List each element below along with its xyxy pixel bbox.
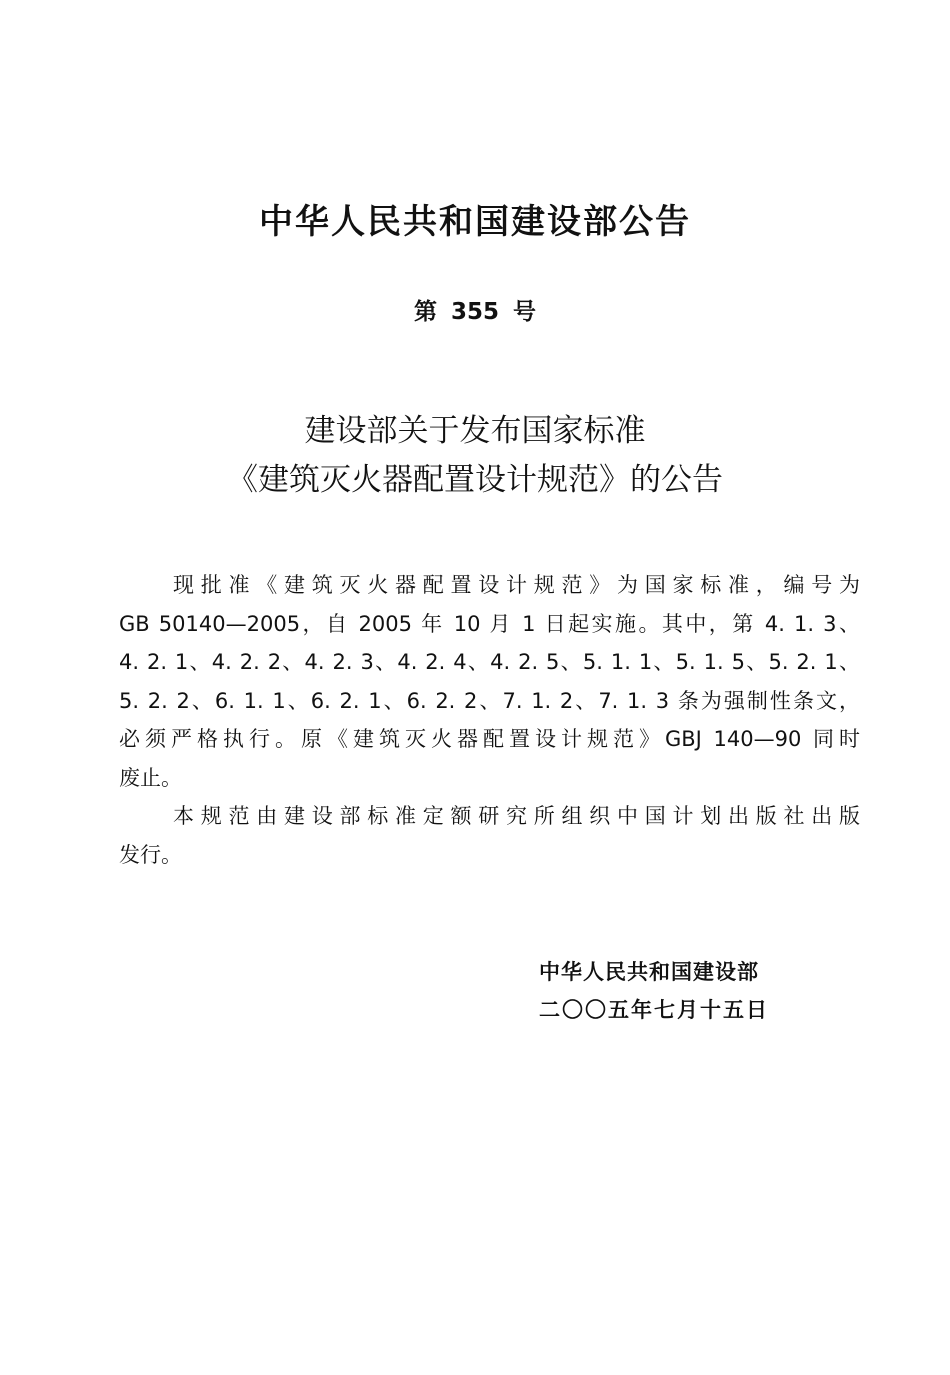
announcement-subtitle-line-1: 建设部关于发布国家标准	[304, 413, 646, 449]
paragraph-1-line-1: 现批准《建筑灭火器配置设计规范》为国家标准，编号为	[173, 573, 860, 597]
signature-organization: 中华人民共和国建设部	[539, 960, 759, 984]
announcement-paragraph-2	[119, 797, 860, 874]
paragraph-1-line-4: 5. 2. 2、6. 1. 1、6. 2. 1、6. 2. 2、7. 1. 2、7. 1. 3 条为强制性条文，	[119, 688, 860, 713]
paragraph-1-line-5: 必须严格执行。原《建筑灭火器配置设计规范》GBJ 140—90 同时	[119, 727, 860, 751]
signature-date: 二〇〇五年七月十五日	[539, 998, 769, 1022]
issuer-title: 中华人民共和国建设部公告	[259, 202, 691, 242]
announcement-subtitle-line-2: 《建筑灭火器配置设计规范》的公告	[227, 462, 723, 498]
announcement-number: 第 355 号	[413, 299, 537, 325]
paragraph-1-line-3: 4. 2. 1、4. 2. 2、4. 2. 3、4. 2. 4、4. 2. 5、5. 1. 1、5. 1. 5、5. 2. 1、	[119, 650, 860, 674]
announcement-paragraph-1	[119, 566, 860, 797]
paragraph-1-line-2: GB 50140—2005，自 2005 年 10 月 1 日起实施。其中，第 4. 1. 3、	[119, 611, 860, 636]
paragraph-2-line-1: 本规范由建设部标准定额研究所组织中国计划出版社出版	[173, 804, 860, 828]
paragraph-2-line-2: 发行。	[119, 842, 182, 867]
paragraph-1-line-6: 废止。	[119, 765, 182, 790]
